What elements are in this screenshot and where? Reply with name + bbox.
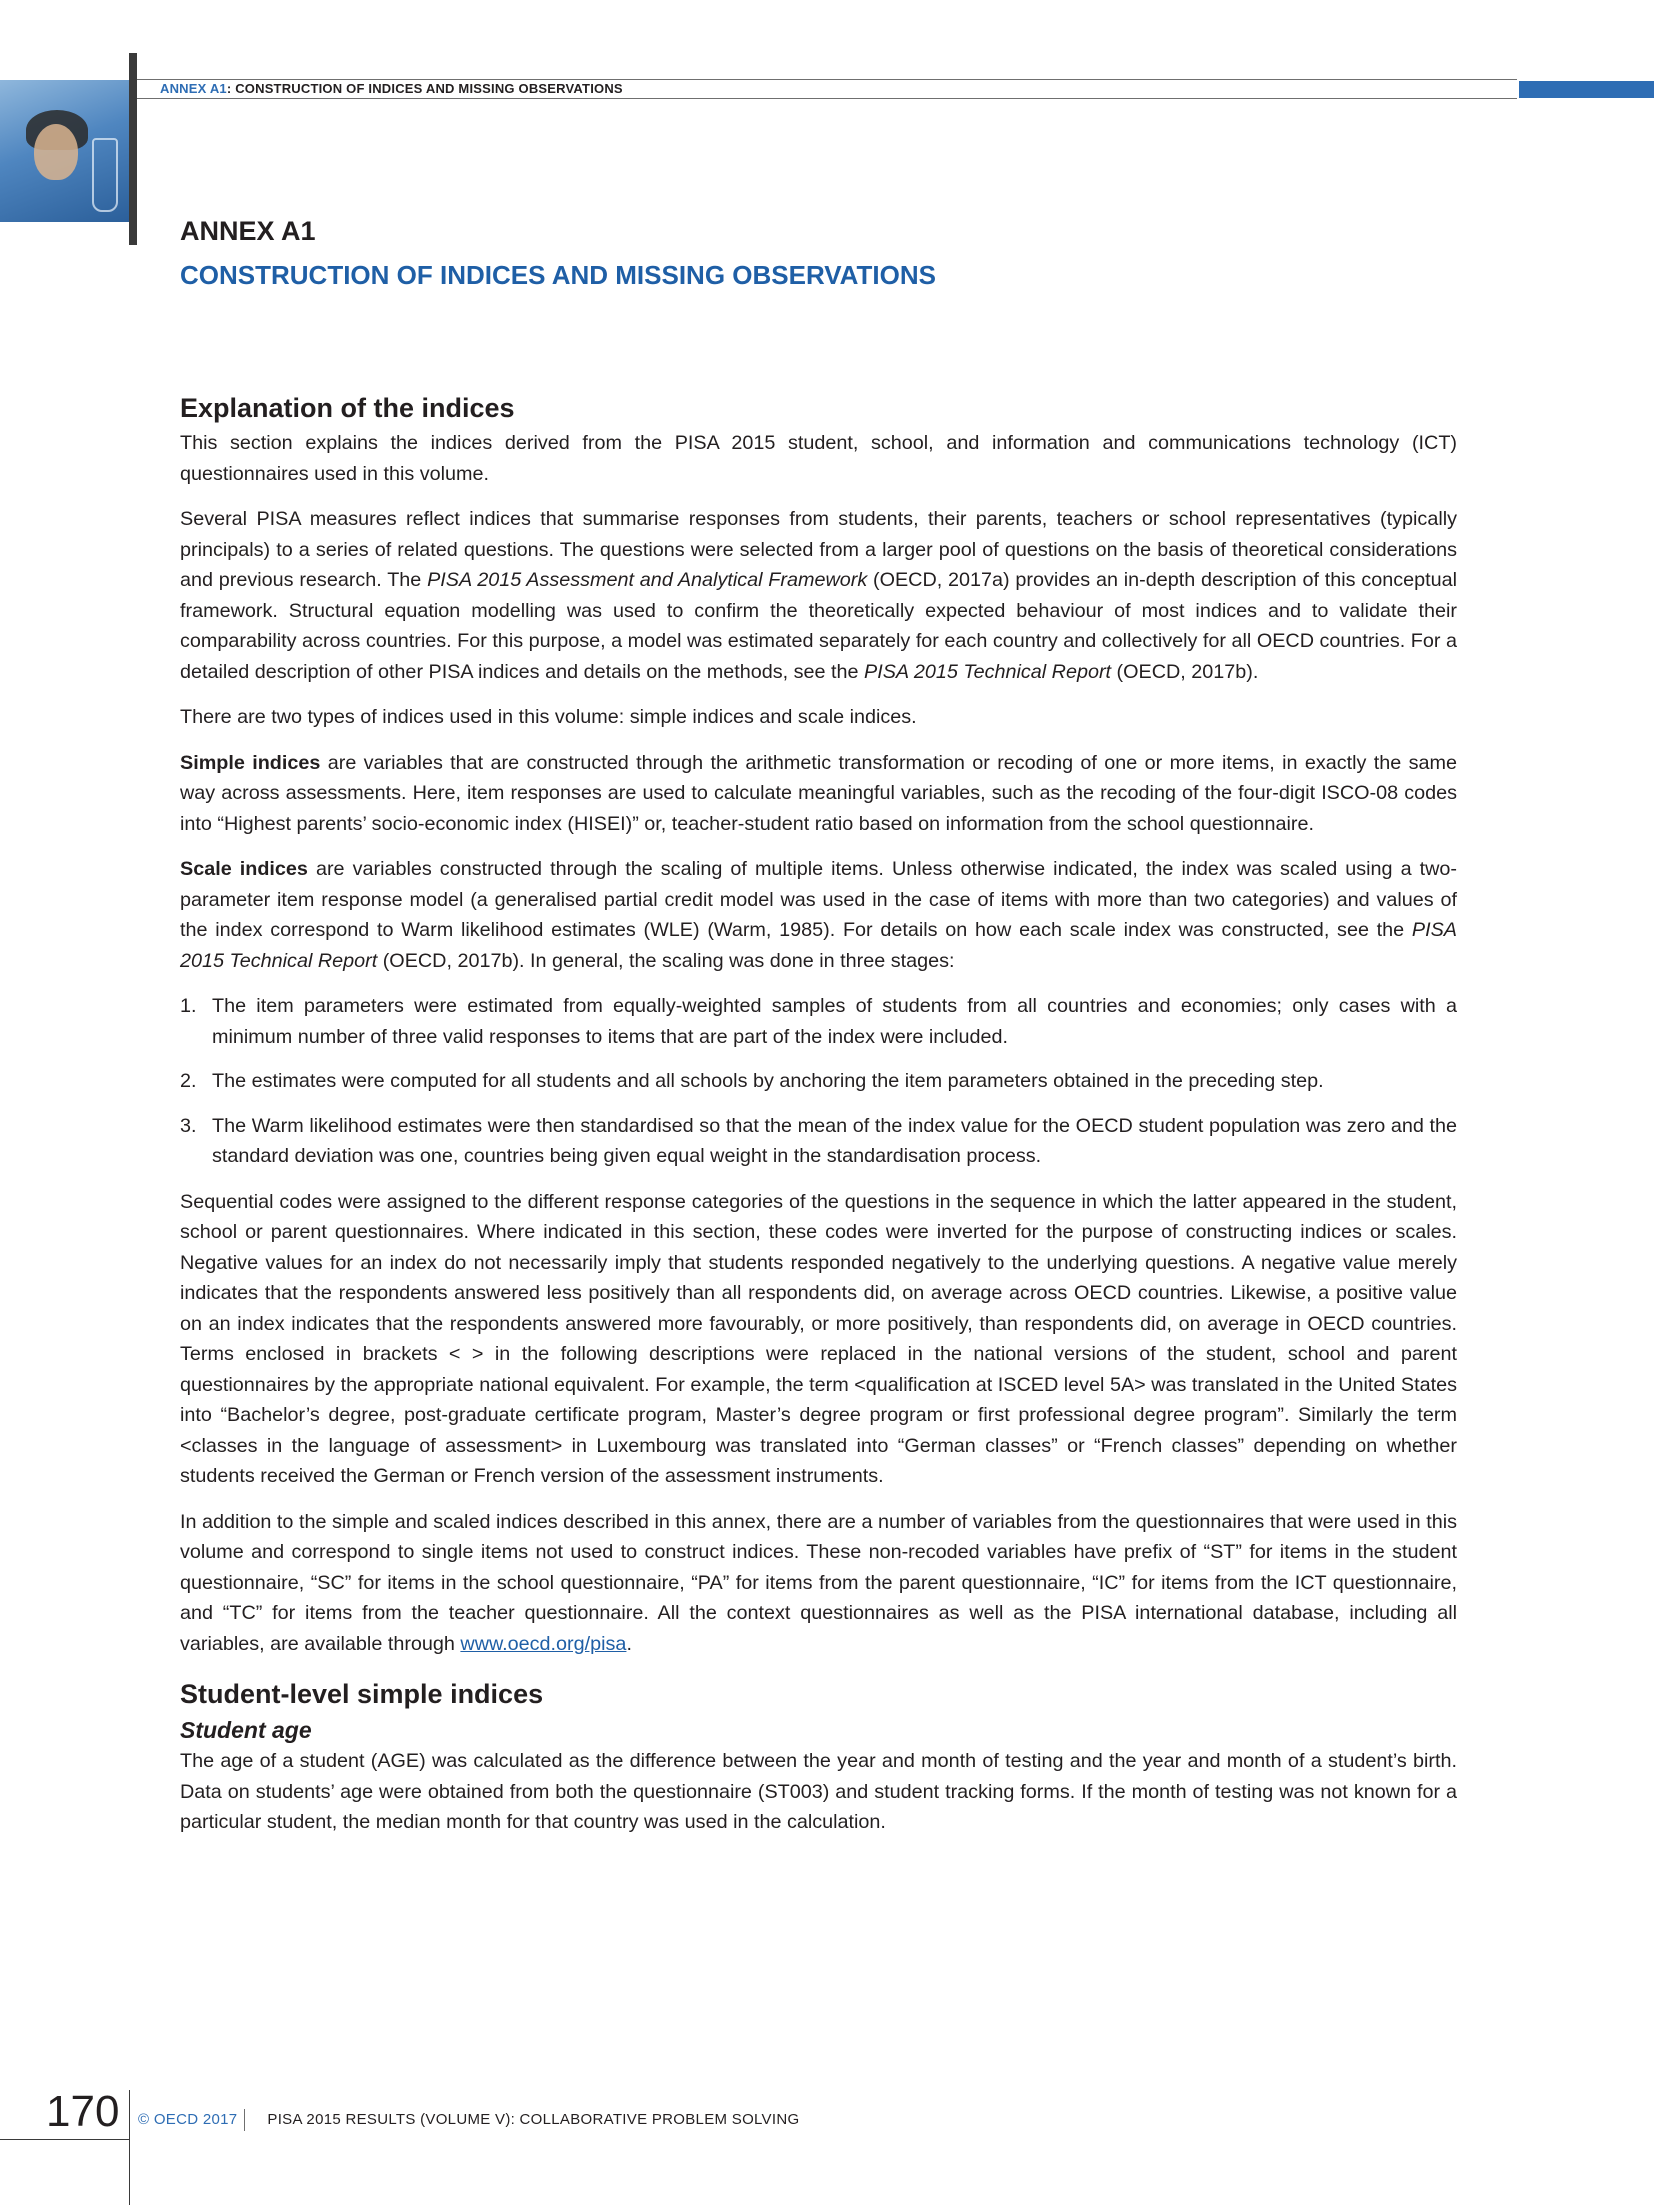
annex-title: CONSTRUCTION OF INDICES AND MISSING OBSERVATIONS (180, 260, 936, 290)
list-item-number: 1. (180, 995, 197, 1017)
list-item (180, 1111, 1457, 1172)
scaling-stages-list (180, 991, 1457, 1172)
framework-title: PISA 2015 Assessment and Analytical Framework (427, 569, 868, 591)
subheading-student-age: Student age (180, 1717, 312, 1743)
annex-label: ANNEX A1 (180, 216, 316, 246)
list-item-text: The Warm likelihood estimates were then standardised so that the mean of the index value for the OECD student population was zero and the standard deviation was one, countries being given equal weight in the standardisation process. (212, 1114, 1457, 1167)
paragraph-intro: This section explains the indices derived from the PISA 2015 student, school, and information and communications technology (ICT) questionnaires used in this volume. (180, 432, 1457, 485)
paragraph-measures (180, 504, 1457, 687)
running-head-title: : CONSTRUCTION OF INDICES AND MISSING OBSERVATIONS (226, 81, 623, 96)
oecd-pisa-link[interactable]: www.oecd.org/pisa (460, 1632, 627, 1655)
header-photo (0, 80, 130, 222)
technical-report-title-2: PISA 2015 Technical Report (180, 919, 1457, 972)
scale-indices-definition-a: are variables constructed through the scaling of multiple items. Unless otherwise indicated, the index was scaled using a two-parameter item response model (a generalised partial credit model was used in the case of items with more than two categories) and values of the index correspond to Warm likelihood estimates (WLE) (Warm, 1985). For details on how each scale index was constructed, see the (180, 858, 1457, 941)
paragraph-variables-text: In addition to the simple and scaled indices described in this annex, there are a number of variables from the questionnaires that were used in this volume and correspond to single items not used to construct indices. These non-recoded variables have prefix of “ST” for items in the student questionnaire, “SC” for items in the school questionnaire, “PA” for items from the parent questionnaire, “IC” for items from the ICT questionnaire, and “TC” for items from the teacher questionnaire. All the context questionnaires as well as the PISA international database, including all variables, are available through (180, 1510, 1457, 1655)
paragraph-measures-a: Several PISA measures reflect indices that summarise responses from students, their parents, teachers or school representatives (typically principals) to a series of related questions. The questions were selected from a larger pool of questions on the basis of theoretical considerations and previous research. The (180, 508, 1457, 591)
running-head-annex: ANNEX A1 (160, 81, 227, 96)
list-item (180, 991, 1457, 1052)
main-content (180, 388, 1457, 1853)
paragraph-measures-c: (OECD, 2017b). (1111, 660, 1259, 683)
footer-text (138, 2110, 799, 2130)
header-rule-bottom (137, 98, 1517, 99)
footer-publication: PISA 2015 RESULTS (VOLUME V): COLLABORATIVE PROBLEM SOLVING (267, 2111, 800, 2128)
paragraph-sequential-codes: Sequential codes were assigned to the different response categories of the questions in the sequence in which the latter appeared in the student, school or parent questionnaires. Where indicated in this section, these codes were inverted for the purpose of constructing indices or scales. Negative values for an index do not necessarily imply that students responded negatively to the underlying questions. A negative value merely indicates that the respondents answered less positively than all respondents did, on average across OECD countries. Likewise, a positive value on an index indicates that the respondents answered more favourably, or more positively, than respondents did, on average in OECD countries. Terms enclosed in brackets < > in the following descriptions were replaced in the national versions of the student, school and parent questionnaires by the appropriate national equivalent. For example, the term <qualification at ISCED level 5A> was translated in the United States into “Bachelor’s degree, post-graduate certificate program, Master’s degree program or first professional degree program”. Similarly the term <classes in the language of assessment> in Luxembourg was translated into “German classes” or “French classes” depending on whether students received the German or French version of the assessment instruments. (180, 1190, 1457, 1487)
footer-copyright: © OECD 2017 (138, 2111, 238, 2128)
paragraph-scale-indices (180, 854, 1457, 976)
running-head (160, 80, 623, 98)
list-item-text: The item parameters were estimated from equally-weighted samples of students from all countries and economies; only cases with a minimum number of three valid responses to items that are part of the index were included. (212, 995, 1457, 1048)
technical-report-title: PISA 2015 Technical Report (864, 660, 1112, 683)
photo-face-shape (34, 124, 78, 180)
scale-indices-definition-b: (OECD, 2017b). In general, the scaling was done in three stages: (377, 949, 955, 972)
section-heading-explanation: Explanation of the indices (180, 393, 515, 423)
paragraph-simple-indices (180, 748, 1457, 840)
header-vertical-bar (129, 53, 137, 245)
list-item-number: 3. (180, 1114, 197, 1137)
list-item-text: The estimates were computed for all students and all schools by anchoring the item parameters obtained in the preceding step. (212, 1070, 1324, 1092)
header-blue-tab (1519, 81, 1654, 98)
list-item-number: 2. (180, 1070, 197, 1092)
scale-indices-term: Scale indices (180, 858, 308, 880)
section-heading-student-level: Student-level simple indices (180, 1679, 544, 1709)
paragraph-student-age: The age of a student (AGE) was calculated as the difference between the year and month of testing and the year and month of a student’s birth. Data on students’ age were obtained from both the questionnaire (ST003) and student tracking forms. If the month of testing was not known for a particular student, the median month for that country was used in the calculation. (180, 1750, 1457, 1833)
list-item (180, 1066, 1457, 1097)
footer-separator (244, 2109, 245, 2131)
paragraph-variables (180, 1507, 1457, 1660)
simple-indices-term: Simple indices (180, 751, 321, 774)
page-number: 170 (46, 2087, 120, 2136)
footer-rule (0, 2139, 130, 2140)
paragraph-variables-end: . (626, 1632, 632, 1655)
paragraph-measures-b: (OECD, 2017a) provides an in-depth description of this conceptual framework. Structural equation modelling was used to confirm the theoretically expected behaviour of most indices and to validate their comparability across countries. For this purpose, a model was estimated separately for each country and collectively for all OECD countries. For a detailed description of other PISA indices and details on the methods, see the (180, 569, 1457, 683)
simple-indices-definition: are variables that are constructed through the arithmetic transformation or recoding of one or more items, in exactly the same way across assessments. Here, item responses are used to calculate meaningful variables, such as the recoding of the four-digit ISCO-08 codes into “Highest parents’ socio-economic index (HISEI)” or, teacher-student ratio based on information from the school questionnaire. (180, 751, 1457, 835)
paragraph-index-types: There are two types of indices used in this volume: simple indices and scale indices. (180, 706, 917, 728)
photo-flask-shape (92, 138, 118, 212)
footer-vertical-bar (129, 2090, 130, 2205)
